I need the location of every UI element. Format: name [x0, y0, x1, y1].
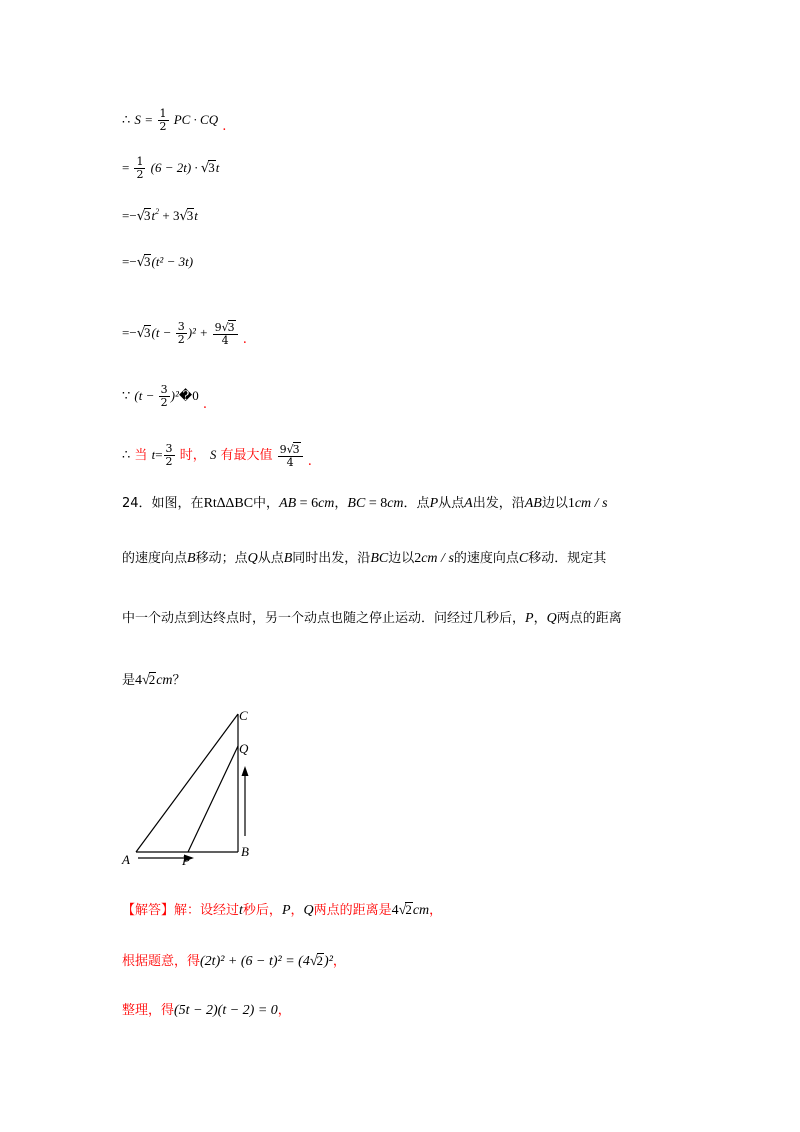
arrow-q-head	[242, 766, 249, 776]
label-q: Q	[239, 741, 249, 756]
problem-line-1: 24．如图，在Rt∆ΔBC中，AB = 6cm，BC = 8cm．点P从点A出发，沿AB边以1cm / s	[122, 496, 608, 511]
label-a: A	[122, 852, 130, 866]
eq-line-7: ∴ 当 t= $\frac{3}{2}$ 时， S 有最大值 $\frac{9√3}{4}$ .	[122, 442, 312, 469]
label-b: B	[241, 844, 249, 859]
label-p: P	[182, 853, 190, 866]
eq-line-1: ∴ S = $\frac{1}{2}$ PC · CQ .	[122, 107, 227, 134]
eq-line-3: $=-√3t^2 + 3√3t$	[122, 207, 198, 224]
eq-line-5: =−√3(t − $\frac{3}{2}$ )² + $\frac{9√3}{4}$ .	[122, 320, 247, 347]
eq-line-2: = $\frac{1}{2}$ (6 − 2t) · √3t	[122, 155, 220, 181]
side-ac	[136, 714, 238, 852]
fraction-half: $\frac{1}{2}$	[136, 155, 144, 181]
label-c: C	[239, 708, 248, 723]
triangle-figure	[118, 706, 278, 866]
eq-line-4: =−√3(t² − 3t)	[122, 254, 194, 270]
problem-line-3: 中一个动点到达终点时，另一个动点也随之停止运动．问经过几秒后，P，Q两点的距离	[122, 611, 622, 626]
problem-line-2: 的速度向点B移动；点Q从点B同时出发，沿BC边以2cm / s的速度向点C移动．规定其	[122, 551, 607, 566]
answer-line-2: 根据题意，得(2t)² + (6 − t)² = (4√2)²，	[122, 953, 346, 969]
answer-line-3: 整理，得(5t − 2)(t − 2) = 0，	[122, 1003, 291, 1018]
segment-pq	[188, 746, 238, 852]
eq-line-6: ∵ (t − $\frac{3}{2}$ )²�0 .	[122, 383, 207, 412]
problem-line-4: 是4√2cm？	[122, 672, 186, 688]
answer-line-1: 【解答】解：设经过t秒后，P，Q两点的距离是4√2cm，	[122, 902, 443, 918]
fraction-half: $\frac{1}{2}$	[159, 107, 167, 133]
